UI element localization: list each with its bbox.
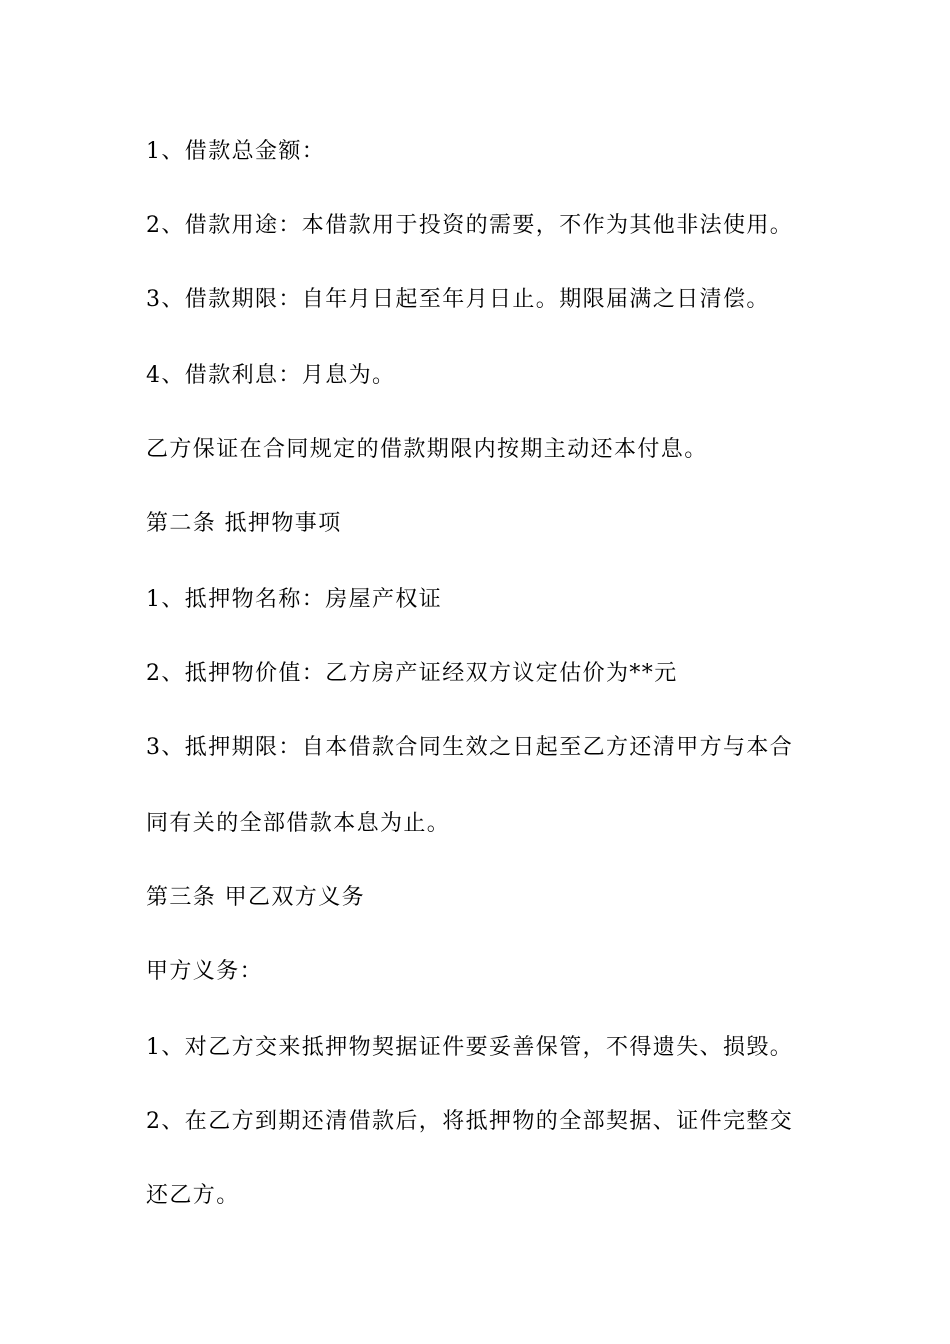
loan-interest-line: 4、借款利息：月息为。 xyxy=(146,363,396,388)
article-three-heading: 第三条 甲乙双方义务 xyxy=(146,885,365,910)
collateral-term-line: 3、抵押期限：自本借款合同生效之日起至乙方还清甲方与本合 xyxy=(146,735,794,760)
party-a-obligation-two: 2、在乙方到期还清借款后，将抵押物的全部契据、证件完整交 xyxy=(146,1109,794,1134)
collateral-term-line-continued: 同有关的全部借款本息为止。 xyxy=(146,811,451,836)
party-a-obligation-one: 1、对乙方交来抵押物契据证件要妥善保管，不得遗失、损毁。 xyxy=(146,1035,794,1060)
collateral-value-line: 2、抵押物价值：乙方房产证经双方议定估价为**元 xyxy=(146,661,678,686)
loan-term-line: 3、借款期限：自年月日起至年月日止。期限届满之日清偿。 xyxy=(146,287,770,312)
party-a-obligation-two-continued: 还乙方。 xyxy=(146,1183,240,1208)
article-two-heading: 第二条 抵押物事项 xyxy=(146,511,342,536)
repayment-guarantee-line: 乙方保证在合同规定的借款期限内按期主动还本付息。 xyxy=(146,437,708,462)
party-a-obligations-heading: 甲方义务： xyxy=(146,959,264,984)
loan-purpose-line: 2、借款用途：本借款用于投资的需要，不作为其他非法使用。 xyxy=(146,213,794,238)
collateral-name-line: 1、抵押物名称：房屋产权证 xyxy=(146,587,443,612)
loan-total-amount-line: 1、借款总金额： xyxy=(146,139,326,164)
